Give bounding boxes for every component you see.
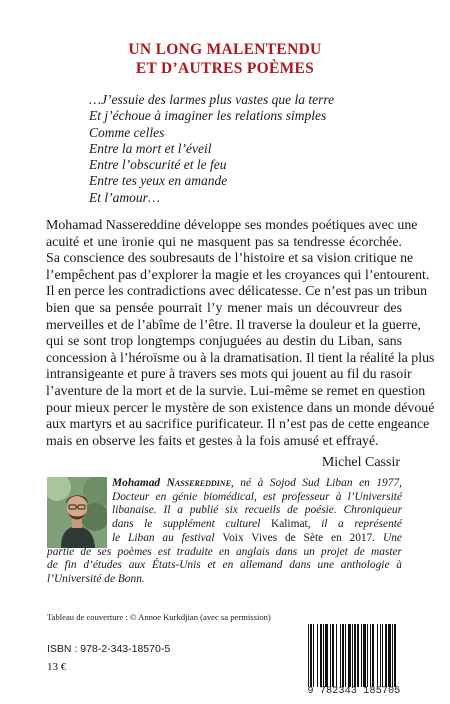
book-title: [0, 40, 450, 78]
author-bio: [47, 477, 402, 587]
poem-line: Comme celles: [89, 124, 165, 140]
bio-line: [112, 532, 402, 546]
bio-text: dans le supplément culturel: [112, 518, 271, 531]
body-line: l’empêchent pas d’explorer la magie et les croyances qui l’entourent.: [46, 267, 430, 283]
body-line: pour mieux percer le mystère de son existence dans un monde dévoué: [46, 400, 435, 416]
title-line-1: UN LONG MALENTENDU: [128, 41, 322, 58]
signature: Michel Cassir: [321, 455, 400, 470]
bio-line: Docteur en génie biomédical, est professeur à l’Université: [112, 490, 402, 503]
body-line: Sa conscience des soubresauts de l’histoire et sa vision critique ne: [46, 251, 414, 267]
bio-text: , né à Sojod Sud Liban en 1977,: [230, 477, 402, 489]
barcode-number: 9 782343 185705: [307, 686, 401, 697]
bio-text: le Liban au festival: [112, 531, 223, 544]
body-line: bien que sa pensée pourrait l’y mener mais un découvreur des: [46, 300, 402, 316]
body-line: merveilles et de l’abîme de l’être. Il traverse la douleur et la guerre,: [46, 317, 421, 333]
author-photo: [47, 477, 107, 548]
poem-line: Et j’échoue à imaginer les relations simples: [89, 108, 327, 124]
bio-line: l’Université de Bonn.: [47, 572, 145, 585]
bio-line: partie de ses poèmes est traduite en anglais dans un projet de master: [47, 545, 402, 558]
poem-line: Entre l’obscurité et le feu: [89, 157, 227, 173]
poem-line: Entre tes yeux en amande: [89, 173, 228, 189]
poem-excerpt: [89, 92, 334, 206]
bio-line: libanaise. Il a publié six recueils de poésie. Chroniqueur: [112, 504, 402, 517]
poem-line: Et l’amour…: [89, 189, 160, 205]
bio-text: , il a représenté: [307, 518, 402, 531]
bio-text: . Une: [372, 531, 402, 544]
body-line: Mohamad Nassereddine développe ses mondes poétiques avec une: [46, 218, 418, 233]
body-line: l’aventure de la mort et de la survie. Lui-même se remet en question: [46, 383, 426, 399]
author-first-name: Mohamad: [112, 477, 161, 489]
body-line: mais en observe les faits et gestes à la fois amusé et effrayé.: [46, 433, 379, 449]
body-line: qui se sont trop longtemps conjuguées au destin du Liban, sans: [46, 334, 402, 350]
poem-line: Entre la mort et l’éveil: [89, 140, 212, 156]
body-line: intransigeante et pure à travers ses mots qui jouent au fil du rasoir: [46, 367, 412, 383]
bio-line: [112, 518, 402, 532]
body-line: Il en perce les contradictions avec délicatesse. Ce n’est pas un tribun: [46, 284, 428, 300]
body-line: acuité et une ironie qui ne masquent pas sa tendresse écorchée.: [46, 234, 402, 250]
body-line: aux martyrs et au sacrifice purificateur. Il n’est pas de cette engeance: [46, 417, 430, 433]
barcode-icon: [307, 624, 403, 687]
bio-line: [112, 477, 402, 491]
bio-festival-name: Voix Vives de Sète en 2017: [222, 531, 373, 544]
bio-supplement-name: Kalimat: [270, 518, 308, 531]
body-line: concession à l’héroïsme ou à la dramatisation. Il tient la réalité la plus: [46, 350, 435, 366]
bio-line: de fin d’études aux États-Unis et en allemand dans une anthologie à: [47, 559, 402, 572]
author-last-name: Nassereddine: [166, 477, 231, 489]
poem-line: …J’essuie des larmes plus vastes que la terre: [89, 92, 335, 107]
title-line-2: ET D’AUTRES POÈMES: [135, 60, 315, 77]
isbn: ISBN : 978-2-343-18570-5: [47, 643, 171, 655]
cover-credit: Tableau de couverture : © Annoe Kurkdjian (avec sa permission): [47, 612, 271, 622]
price: 13 €: [47, 661, 67, 673]
back-cover-text: [46, 218, 435, 450]
